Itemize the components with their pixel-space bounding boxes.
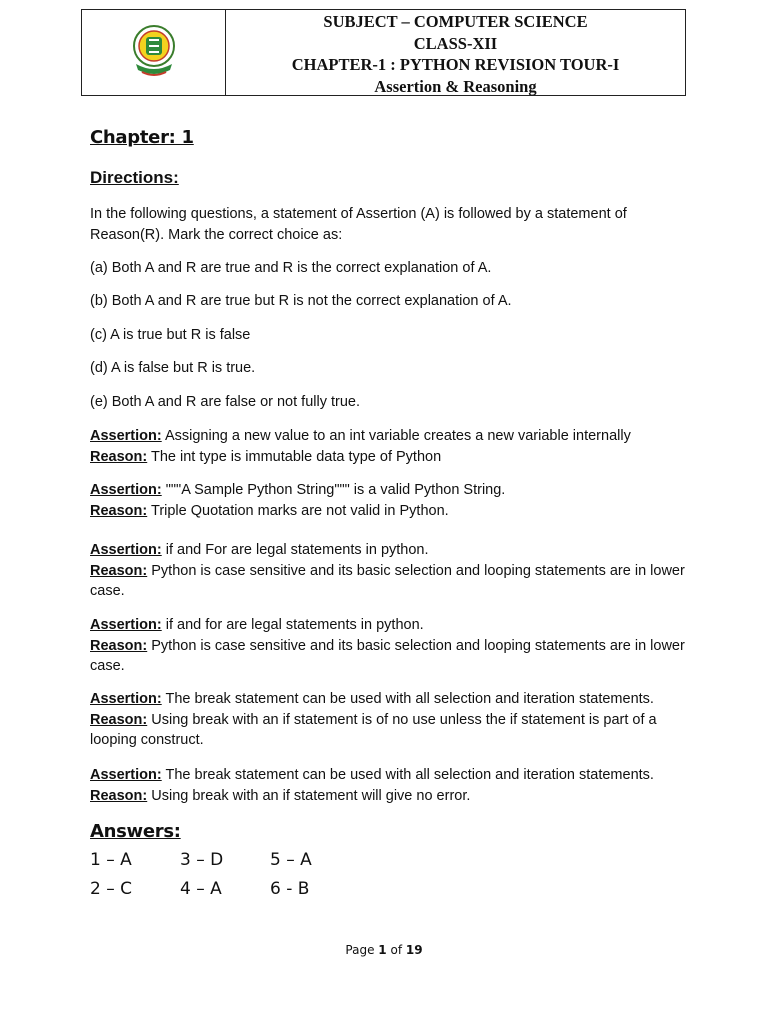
assertion-label: Assertion: — [90, 428, 162, 444]
answer-5: 5 – A — [270, 850, 312, 870]
assertion-line — [90, 540, 690, 561]
reason-text: The int type is immutable data type of Python — [151, 448, 442, 465]
option-a: (a) Both A and R are true and R is the correct explanation of A. — [90, 260, 492, 276]
assertion-text: if and For are legal statements in python. — [165, 542, 429, 558]
directions-heading: Directions: — [90, 168, 179, 187]
option-c: (c) A is true but R is false — [90, 327, 251, 343]
header-title-block — [226, 10, 685, 95]
reason-text: Using break with an if statement is of no use unless the if statement is part of a looping construct. — [90, 711, 657, 748]
of-label: of — [390, 943, 403, 957]
question-4 — [90, 615, 690, 677]
question-2 — [90, 480, 690, 521]
reason-label: Reason: — [90, 711, 148, 728]
answer-2: 2 – C — [90, 879, 132, 899]
reason-line — [90, 636, 690, 677]
assertion-text: """A Sample Python String""" is a valid Python String. — [165, 482, 506, 498]
assertion-line — [90, 615, 690, 636]
reason-label: Reason: — [90, 562, 148, 579]
question-3 — [90, 540, 690, 602]
assertion-label: Assertion: — [90, 542, 162, 558]
assertion-label: Assertion: — [90, 767, 162, 783]
assertion-label: Assertion: — [90, 482, 162, 498]
option-e: (e) Both A and R are false or not fully true. — [90, 394, 361, 410]
question-1 — [90, 426, 690, 467]
assertion-text: Assigning a new value to an int variable creates a new variable internally — [164, 428, 631, 444]
intro-text: In the following questions, a statement of Assertion (A) is followed by a statement of Reason(R). Mark the correct choice as: — [90, 206, 627, 243]
chapter-heading: Chapter: 1 — [90, 127, 194, 148]
assertion-text: The break statement can be used with all selection and iteration statements. — [165, 691, 654, 707]
question-6 — [90, 765, 690, 806]
reason-text: Python is case sensitive and its basic selection and looping statements are in lower case. — [90, 637, 685, 674]
school-logo-icon — [132, 20, 176, 86]
page-number: 1 — [378, 943, 387, 957]
answer-6: 6 - B — [270, 879, 310, 899]
school-logo-cell — [82, 10, 226, 95]
assertion-label: Assertion: — [90, 691, 162, 707]
reason-text: Using break with an if statement will give no error. — [151, 787, 471, 804]
answer-3: 3 – D — [180, 850, 224, 870]
reason-line — [90, 501, 690, 522]
assertion-line — [90, 480, 690, 501]
question-5 — [90, 689, 690, 751]
answer-1: 1 – A — [90, 850, 132, 870]
reason-label: Reason: — [90, 787, 148, 804]
answers-heading: Answers: — [90, 821, 181, 842]
class-title: CLASS-XII — [413, 33, 498, 53]
reason-line — [90, 447, 690, 468]
reason-label: Reason: — [90, 502, 148, 519]
assertion-line — [90, 426, 690, 447]
assertion-label: Assertion: — [90, 617, 162, 633]
assertion-text: The break statement can be used with all selection and iteration statements. — [165, 767, 654, 783]
reason-line — [90, 561, 690, 602]
reason-label: Reason: — [90, 448, 148, 465]
page-label: Page — [345, 943, 375, 957]
reason-text: Python is case sensitive and its basic selection and looping statements are in lower case. — [90, 562, 685, 599]
reason-line — [90, 786, 690, 807]
option-b: (b) Both A and R are true but R is not the correct explanation of A. — [90, 293, 512, 309]
option-d: (d) A is false but R is true. — [90, 360, 256, 376]
reason-line — [90, 710, 690, 751]
topic-title: Assertion & Reasoning — [374, 76, 537, 96]
assertion-text: if and for are legal statements in python. — [165, 617, 424, 633]
assertion-line — [90, 765, 690, 786]
reason-text: Triple Quotation marks are not valid in Python. — [151, 502, 449, 519]
chapter-title: CHAPTER-1 : PYTHON REVISION TOUR-I — [291, 55, 620, 74]
page-total: 19 — [405, 943, 423, 957]
page-footer — [0, 943, 768, 957]
answer-4: 4 – A — [180, 879, 222, 899]
document-header — [81, 9, 686, 96]
assertion-line — [90, 689, 690, 710]
subject-title: SUBJECT – COMPUTER SCIENCE — [323, 12, 588, 31]
reason-label: Reason: — [90, 637, 148, 654]
